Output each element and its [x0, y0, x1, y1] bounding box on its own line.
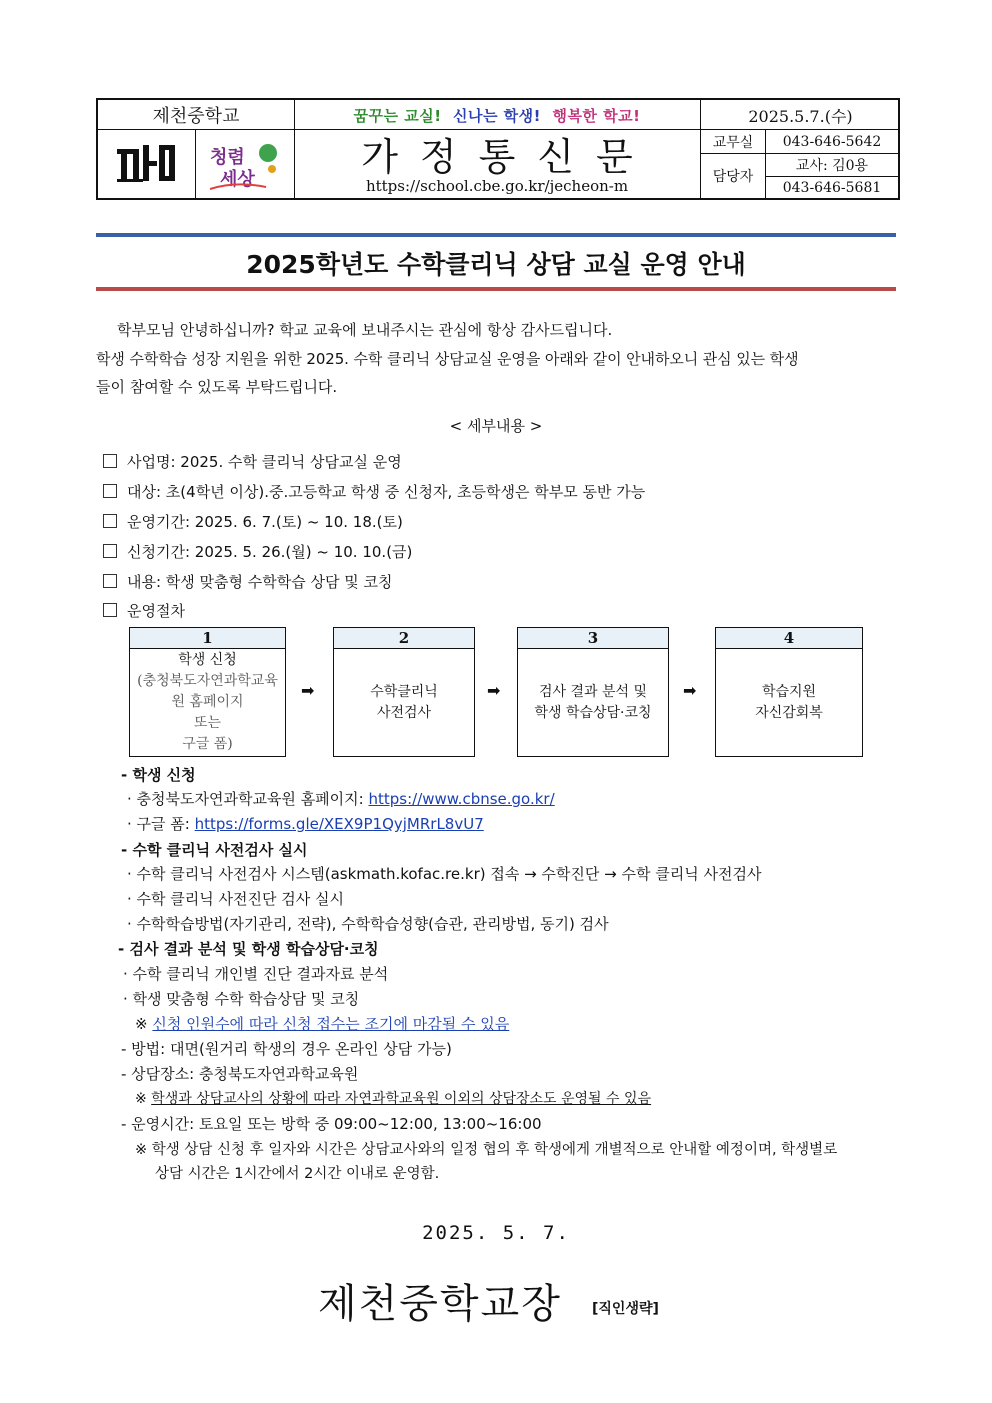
integrity-emblem [202, 136, 290, 194]
office-label: 교무실 [712, 134, 754, 151]
apply-form-link[interactable]: https://forms.gle/XEX9P1QyjMRrL8vU7 [194, 815, 484, 833]
analysis-item-2: · 학생 맞춤형 수학 학습상담 및 코칭 [123, 990, 360, 1008]
flow-step-text: 수학클리닉 [370, 683, 438, 700]
item-project [103, 452, 402, 472]
item-period-text: 운영기간: 2025. 6. 7.(토) ~ 10. 18.(토) [127, 513, 403, 531]
details-heading: < 세부내용 > [449, 417, 543, 435]
item-procedure-text: 운영절차 [127, 602, 185, 620]
flow-step-text: (충청북도자연과학교육 [137, 673, 278, 689]
flow-step-text: 자신감회복 [755, 704, 823, 721]
motto-1: 꿈꾸는 교실! [353, 106, 442, 125]
contact-label: 담당자 [712, 169, 754, 185]
arrow-right-icon: ➡ [301, 681, 315, 700]
pretest-heading: - 수학 클리닉 사전검사 실시 [121, 841, 308, 859]
checkbox-icon [103, 514, 117, 528]
page-title: 2025학년도 수학클리닉 상담 교실 운영 안내 [246, 250, 746, 279]
title-rule-top [96, 233, 896, 237]
arrow-right-icon: ➡ [683, 681, 697, 700]
motto-3: 행복한 학교! [552, 106, 641, 125]
pretest-item-2: · 수학 클리닉 사전진단 검사 실시 [127, 890, 344, 908]
place: - 상담장소: 충청북도자연과학교육원 [121, 1065, 359, 1083]
apply-form [127, 814, 484, 834]
pretest-item-3: · 수학학습방법(자기관리, 전략), 수학학습성향(습관, 관리방법, 동기) 검사 [127, 915, 609, 933]
intro-line-1: 학부모님 안녕하십니까? 학교 교육에 보내주시는 관심에 항상 감사드립니다. [117, 321, 613, 339]
checkbox-icon [103, 603, 117, 617]
item-project-text: 사업명: 2025. 수학 클리닉 상담교실 운영 [127, 453, 402, 471]
checkbox-icon [103, 544, 117, 558]
hours-note-1: ※ 학생 상담 신청 후 일자와 시간은 상담교사와의 일정 협의 후 학생에게 개별적으로 안내할 예정이며, 학생별로 [135, 1142, 838, 1158]
apply-site-label: · 충청북도자연과학교육원 홈페이지: [127, 790, 369, 808]
integrity-emblem-icon [206, 137, 286, 193]
school-logo [104, 136, 190, 192]
motto-2: 신나는 학생! [452, 106, 541, 125]
school-logo-icon [117, 141, 177, 187]
item-period [103, 512, 403, 532]
intro-line-2: 학생 수학학습 성장 지원을 위한 2025. 수학 클리닉 상담교실 운영을 아래와 같이 안내하오니 관심 있는 학생 [96, 350, 799, 368]
flow-step-number: 3 [518, 628, 668, 649]
svg-text:청렴: 청렴 [210, 147, 245, 168]
checkbox-icon [103, 484, 117, 498]
flow-step-number: 4 [716, 628, 862, 649]
header-table [96, 98, 900, 200]
school-url[interactable]: https://school.cbe.go.kr/jecheon-m [365, 177, 629, 195]
item-procedure [103, 601, 185, 621]
principal-signature: 제천중학교장 [318, 1281, 562, 1327]
teacher-name: 교사: 김0용 [795, 158, 869, 174]
hours-note-2: 상담 시간은 1시간에서 2시간 이내로 운영함. [155, 1166, 440, 1182]
flow-step-4 [715, 627, 863, 757]
item-target-text: 대상: 초(4학년 이상).중.고등학교 학생 중 신청자, 초등학생은 학부모 동반 가능 [127, 483, 646, 501]
flow-step-text: 검사 결과 분석 및 [538, 683, 648, 700]
hours: - 운영시간: 토요일 또는 방학 중 09:00~12:00, 13:00~16:00 [121, 1115, 542, 1133]
analysis-heading: - 검사 결과 분석 및 학생 학습상담·코칭 [118, 940, 379, 958]
analysis-item-1: · 수학 클리닉 개인별 진단 결과자료 분석 [123, 965, 389, 983]
seal-note: [직인생략] [592, 1301, 659, 1317]
flow-step-text: 원 홈페이지 [171, 694, 244, 710]
analysis-note-text: 신청 인원수에 따라 신청 접수는 조기에 마감될 수 있음 [152, 1015, 510, 1033]
flow-step-text: 사전검사 [376, 704, 432, 721]
apply-form-label: · 구글 폼: [127, 815, 195, 833]
flow-step-2 [333, 627, 475, 757]
flow-step-text: 학습지원 [761, 683, 817, 700]
item-target [103, 482, 645, 502]
flow-step-text: 구글 폼) [182, 736, 233, 752]
office-phone: 043-646-5642 [782, 133, 882, 150]
flow-step-3 [517, 627, 669, 757]
flow-step-text: 학생 신청 [178, 652, 237, 668]
flow-step-text: 또는 [193, 715, 222, 731]
arrow-right-icon: ➡ [487, 681, 501, 700]
flow-step-number: 2 [334, 628, 474, 649]
flow-step-number: 1 [130, 628, 285, 649]
apply-heading: - 학생 신청 [121, 766, 196, 784]
intro-line-3: 들이 참여할 수 있도록 부탁드립니다. [96, 378, 338, 396]
method: - 방법: 대면(원거리 학생의 경우 온라인 상담 가능) [121, 1040, 452, 1058]
place-note [135, 1089, 651, 1109]
item-content [103, 572, 393, 592]
note-mark: ※ [135, 1015, 153, 1033]
checkbox-icon [103, 574, 117, 588]
checkbox-icon [103, 454, 117, 468]
apply-site [127, 789, 555, 809]
item-apply-period-text: 신청기간: 2025. 5. 26.(월) ~ 10. 10.(금) [127, 543, 413, 561]
place-note-text: 학생과 상담교사의 상황에 따라 자연과학교육원 이외의 상담장소도 운영될 수 있음 [151, 1091, 652, 1107]
school-name: 제천중학교 [152, 106, 240, 127]
newsletter-title: 가정통신문 [361, 134, 655, 179]
flow-step-text: 학생 학습상담·코칭 [534, 704, 652, 721]
flow-step-1 [129, 627, 286, 757]
apply-site-link[interactable]: https://www.cbnse.go.kr/ [368, 790, 555, 808]
title-rule-bottom [96, 287, 896, 291]
issue-date: 2025.5.7.(수) [748, 106, 853, 126]
svg-text:세상: 세상 [220, 169, 255, 190]
analysis-note [135, 1014, 509, 1034]
note-mark: ※ [135, 1091, 152, 1107]
teacher-phone: 043-646-5681 [782, 179, 882, 196]
item-content-text: 내용: 학생 맞춤형 수학학습 상담 및 코칭 [127, 573, 393, 591]
closing-date: 2025. 5. 7. [422, 1222, 570, 1244]
pretest-item-1: · 수학 클리닉 사전검사 시스템(askmath.kofac.re.kr) 접속 → 수학진단 → 수학 클리닉 사전검사 [127, 865, 762, 883]
item-apply-period [103, 542, 412, 562]
